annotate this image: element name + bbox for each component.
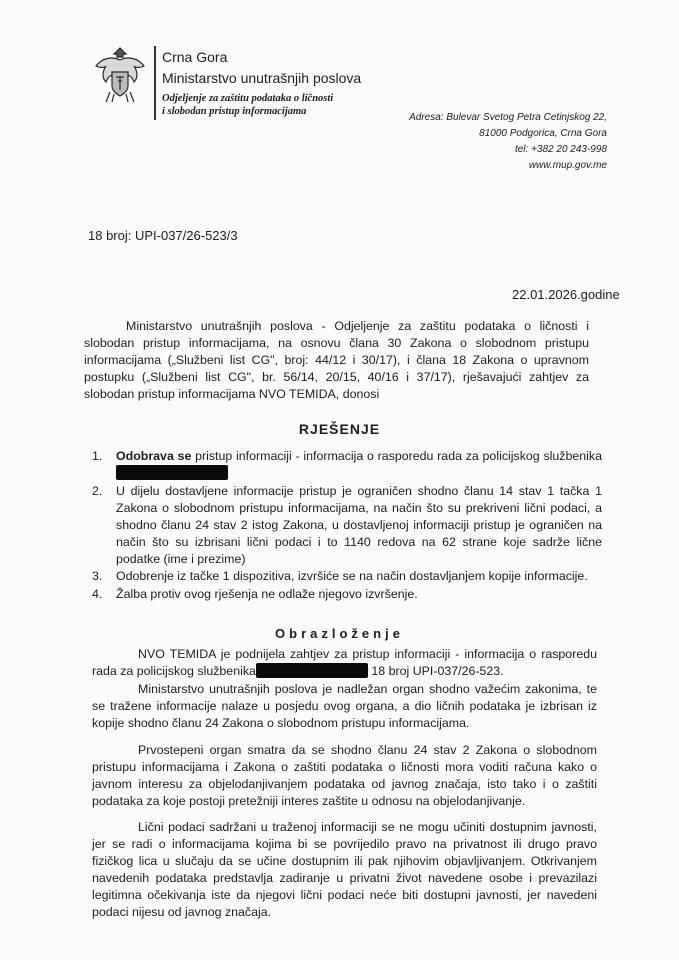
country-name: Crna Gora bbox=[162, 49, 228, 65]
item-text: Odobrenje iz tačke 1 dispozitiva, izvršiće se na način dostavljanjem kopije informacije. bbox=[116, 569, 588, 583]
item-number: 3. bbox=[92, 569, 103, 583]
item-number: 1. bbox=[92, 449, 103, 463]
header-divider bbox=[154, 46, 156, 120]
intro-paragraph: Ministarstvo unutrašnjih poslova - Odjeljenje za zaštitu podataka o ličnosti i slobodan pristup informacijama, na osnovu člana 30 Zakona o slobodnom pristupu informacijama („Službeni list CG", broj: 44/12 i 30/17), i člana 18 Zakona o upravnom postupku („Službeni list CG", br. 56/14, 20/15, 40/16 i 37/17), rješavajući zahtjev za slobodan pristup informacijama NVO TEMIDA, donosi bbox=[84, 319, 589, 401]
coat-of-arms-icon bbox=[92, 46, 148, 104]
list-item bbox=[92, 448, 602, 482]
list-item bbox=[92, 568, 602, 585]
department-line-2: i slobodan pristup informacijama bbox=[162, 106, 307, 117]
department-name bbox=[162, 92, 333, 118]
ministry-name: Ministarstvo unutrašnjih poslova bbox=[162, 70, 362, 86]
item-number: 2. bbox=[92, 484, 103, 498]
address-line-2: 81000 Podgorica, Crna Gora bbox=[479, 128, 607, 139]
reasoning-title: Obrazloženje bbox=[275, 626, 404, 641]
list-item bbox=[92, 483, 602, 568]
contact-address bbox=[409, 110, 607, 174]
item-number: 4. bbox=[92, 587, 103, 601]
reasoning-paragraph-4: Lični podaci sadržani u traženoj informaciji se ne mogu učiniti dostupnim javnosti, jer se radi o informacijama kojima bi se povrijedilo pravo na privatnost ili drugo pravo fizičkog lica u slučaju da se učine dostupnim ili pak njihovim objavljivanjem. Otkrivanjem navedenih podataka predstavlja zadiranje u privatni život navedene osobe i prevazilazi legitimna očekivanja iste da njegovi lični podaci neće biti dostupni javnosti, jer navedeni podaci nijesu od javnog značaja. bbox=[92, 820, 597, 919]
reasoning-paragraph-3: Prvostepeni organ smatra da se shodno članu 24 stav 2 Zakona o slobodnom pristupu informacijama i Zakona o zaštiti podataka o ličnosti mora voditi računa kako o javnom interesu za objelodanjivanjem podataka od javnog značaja, isto tako i o zaštiti podataka za koje postoji pretežniji interes zaštite u odnosu na objelodanjivanje. bbox=[92, 743, 597, 808]
website: www.mup.gov.me bbox=[528, 160, 607, 171]
item-text: pristup informaciji - informacija o rasporedu rada za policijskog službenika bbox=[191, 449, 602, 463]
reasoning-paragraph-2: Ministarstvo unutrašnjih poslova je nadležan organ shodno važećim zakonima, te se tražene informacije nalaze u posjedu ovog organa, a dio ličnih podataka je izbrisan iz kopije shodno članu 24 Zakona o slobodnom pristupu informacijama. bbox=[92, 682, 597, 730]
redaction-bar bbox=[256, 663, 368, 678]
item-text: Žalba protiv ovog rješenja ne odlaže njegovo izvršenje. bbox=[116, 587, 418, 601]
phone: tel: +382 20 243-998 bbox=[514, 144, 607, 155]
item-bold-text: Odobrava se bbox=[116, 449, 192, 463]
document-date: 22.01.2026.godine bbox=[512, 287, 620, 302]
redaction-bar bbox=[116, 465, 228, 480]
paragraph-text: NVO TEMIDA je podnijela zahtjev za pristup informaciji - informacija o rasporedu rada za policijskog službenika bbox=[92, 647, 597, 678]
item-text: U dijelu dostavljene informacije pristup je ograničen shodno članu 14 stav 1 tačka 1 Zakona o slobodnom pristupu informacijama, na način što su prekriveni lični podaci, a shodno članu 24 stav 2 istog Zakona, u dostavljenoj informaciji pristup je ograničen na način što su izbrisani lični podaci i to 1140 redova na 62 strane koje sadrže lične podatke (ime i prezime) bbox=[116, 484, 602, 566]
reasoning-paragraph-1 bbox=[92, 646, 597, 680]
paragraph-text: 18 broj UPI-037/26-523. bbox=[367, 664, 504, 678]
decision-title: RJEŠENJE bbox=[298, 421, 381, 437]
reference-number: 18 broj: UPI-037/26-523/3 bbox=[88, 228, 238, 243]
address-line-1: Adresa: Bulevar Svetog Petra Cetinjskog 22, bbox=[409, 112, 607, 123]
department-line-1: Odjeljenje za zaštitu podataka o ličnosti bbox=[162, 93, 334, 104]
list-item bbox=[92, 586, 602, 603]
